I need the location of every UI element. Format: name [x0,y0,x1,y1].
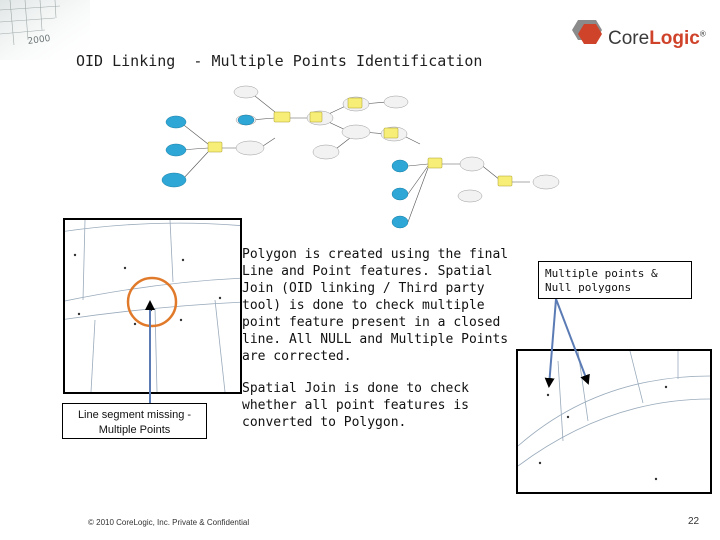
workflow-diagram [150,82,590,230]
svg-text:2000: 2000 [27,33,52,47]
right-callout-box: Multiple points & Null polygons [538,261,692,299]
corner-graph-decoration [0,0,90,60]
slide-title: OID Linking - Multiple Points Identification [76,52,483,70]
left-callout-box: Line segment missing - Multiple Points [62,403,207,439]
right-map-panel [516,349,712,494]
logo-word-logic: Logic [649,28,700,49]
logo-word-core: Core [608,28,650,49]
footer-copyright: © 2010 CoreLogic, Inc. Private & Confidential [88,518,250,527]
right-map-drawing [518,351,710,492]
left-map-drawing [65,220,240,392]
logo-trademark: ® [699,29,706,39]
corelogic-logo-text [608,28,706,50]
page-number: 22 [688,516,700,527]
paragraph-spatial-join: Spatial Join is done to check whether all point features is converted to Polygon. [242,381,469,430]
paragraph-polygon-creation: Polygon is created using the final Line and Point features. Spatial Join (OID linking / Third party tool) is done to check multiple point feature present in a closed line. All NULL and Multiple Points are corrected. [242,247,509,364]
left-map-panel [63,218,242,394]
highlight-circle [128,278,176,326]
